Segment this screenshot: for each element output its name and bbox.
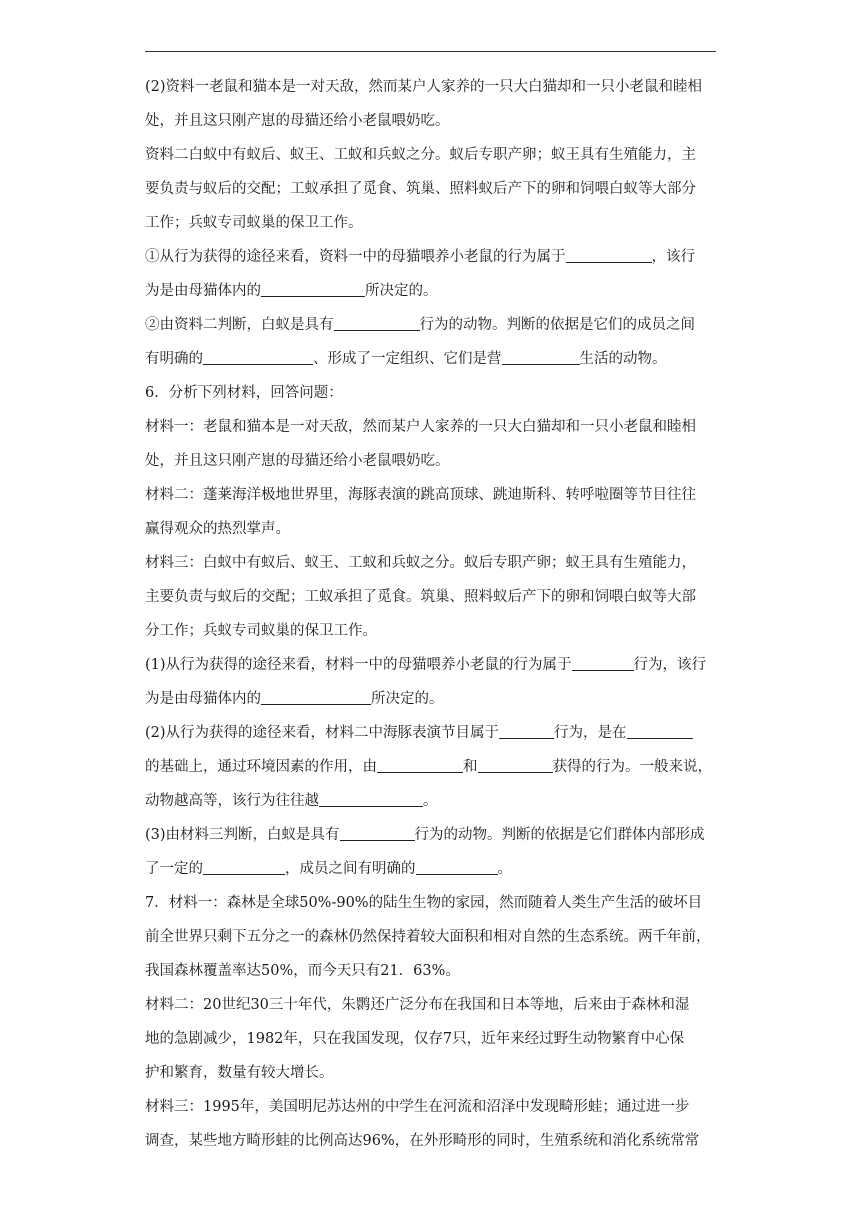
answer-blank[interactable] xyxy=(334,314,420,331)
text-line: 地的急剧减少，1982年，只在我国发现，仅存7只，近年来经过野生动物繁育中心保 xyxy=(145,1031,685,1047)
answer-blank[interactable] xyxy=(203,858,285,875)
text-span: 行为，该行 xyxy=(633,657,707,673)
text-line: 调查，某些地方畸形蛙的比例高达96%，在外形畸形的同时，生殖系统和消化系统常常 xyxy=(145,1133,700,1149)
answer-blank[interactable] xyxy=(377,756,463,773)
text-span: 为是由母猫体内的 xyxy=(145,283,261,299)
text-line: 材料二：蓬莱海洋极地世界里，海豚表演的跳高顶球、跳迪斯科、转呼啦圈等节目往往 xyxy=(145,487,696,503)
question-7 xyxy=(145,886,720,1158)
sub-question-2 xyxy=(145,716,720,750)
text-line: 护和繁育，数量有较大增长。 xyxy=(145,1065,334,1081)
text-span: 和 xyxy=(463,759,478,775)
text-span: 了一定的 xyxy=(145,861,203,877)
text-span: 所决定的。 xyxy=(371,691,444,707)
text-span: 。 xyxy=(423,793,438,809)
question-6 xyxy=(145,376,720,886)
text-span: 行为的动物。判断的依据是它们群体内部形成 xyxy=(414,827,705,843)
text-span: 行为，是在 xyxy=(554,725,627,741)
header-rule xyxy=(145,51,716,52)
text-span: 获得的行为。一般来说， xyxy=(552,759,712,775)
sub-question-2 xyxy=(145,308,720,342)
sub-question-3 xyxy=(145,818,720,852)
text-span: 行为的动物。判断的依据是它们的成员之间 xyxy=(419,317,695,333)
answer-blank[interactable] xyxy=(566,246,652,263)
text-span: 动物越高等，该行为往往越 xyxy=(145,793,319,809)
text-line: 材料三：白蚁中有蚁后、蚁王、工蚁和兵蚁之分。蚁后专职产卵；蚁王具有生殖能力， xyxy=(145,555,696,571)
text-line: 要负责与蚁后的交配；工蚁承担了觅食、筑巢、照料蚁后产下的卵和饲喂白蚁等大部分 xyxy=(145,181,696,197)
text-line: 材料三：1995年，美国明尼苏达州的中学生在河流和沼泽中发现畸形蛙；通过进一步 xyxy=(145,1099,690,1115)
text-line: 主要负责与蚁后的交配；工蚁承担了觅食。筑巢、照料蚁后产下的卵和饲喂白蚁等大部 xyxy=(145,589,696,605)
text-span: ②由资料二判断，白蚁是具有 xyxy=(145,317,334,333)
question-title: 6．分析下列材料，回答问题： xyxy=(145,385,343,401)
answer-blank[interactable] xyxy=(499,722,554,739)
text-span: 、形成了一定组织、它们是营 xyxy=(313,351,502,367)
text-span: (3)由材料三判断，白蚁是具有 xyxy=(145,827,340,843)
answer-blank[interactable] xyxy=(203,348,313,365)
text-line: 分工作；兵蚁专司蚁巢的保卫工作。 xyxy=(145,623,377,639)
text-span: (1)从行为获得的途径来看，材料一中的母猫喂养小老鼠的行为属于 xyxy=(145,657,572,673)
text-span: ，该行 xyxy=(651,249,695,265)
text-span: ①从行为获得的途径来看，资料一中的母猫喂养小老鼠的行为属于 xyxy=(145,249,566,265)
text-span: 所决定的。 xyxy=(365,283,438,299)
text-line: 赢得观众的热烈掌声。 xyxy=(145,521,290,537)
text-line: 7．材料一：森林是全球50%-90%的陆生生物的家园，然而随着人类生产生活的破坏目 xyxy=(145,895,703,911)
answer-blank[interactable] xyxy=(627,722,693,739)
sub-question-1 xyxy=(145,648,720,682)
sub-question-2-cont xyxy=(145,750,720,784)
answer-blank[interactable] xyxy=(478,756,553,773)
answer-blank[interactable] xyxy=(572,654,634,671)
text-line: 工作；兵蚁专司蚁巢的保卫工作。 xyxy=(145,215,363,231)
text-span: (2)从行为获得的途径来看，材料二中海豚表演节目属于 xyxy=(145,725,500,741)
sub-question-1-cont xyxy=(145,682,720,716)
text-line: 材料二：20世纪30三十年代，朱鹮还广泛分布在我国和日本等地，后来由于森林和湿 xyxy=(145,997,690,1013)
text-span: 的基础上，通过环境因素的作用，由 xyxy=(145,759,377,775)
sub-question-2-cont xyxy=(145,342,720,376)
answer-blank[interactable] xyxy=(319,790,423,807)
text-span: 。 xyxy=(497,861,512,877)
text-line: 我国森林覆盖率达50%，而今天只有21．63%。 xyxy=(145,963,460,979)
text-line: 处，并且这只刚产崽的母猫还给小老鼠喂奶吃。 xyxy=(145,453,450,469)
answer-blank[interactable] xyxy=(261,688,371,705)
answer-blank[interactable] xyxy=(416,858,498,875)
text-span: 为是由母猫体内的 xyxy=(145,691,261,707)
text-line: 前全世界只剩下五分之一的森林仍然保持着较大面积和相对自然的生态系统。两千年前， xyxy=(145,929,711,945)
text-line: (2)资料一老鼠和猫本是一对天敌，然而某户人家养的一只大白猫却和一只小老鼠和睦相 xyxy=(145,79,703,95)
sub-question-1-cont xyxy=(145,274,720,308)
sub-question-3-cont xyxy=(145,852,720,886)
document-body xyxy=(145,70,720,1158)
text-span: 生活的动物。 xyxy=(579,351,667,367)
sub-question-1 xyxy=(145,240,720,274)
text-line: 资料二白蚁中有蚁后、蚁王、工蚁和兵蚁之分。蚁后专职产卵；蚁王具有生殖能力，主 xyxy=(145,147,696,163)
question-5-part-2 xyxy=(145,70,720,376)
text-span: 有明确的 xyxy=(145,351,203,367)
sub-question-2-cont xyxy=(145,784,720,818)
answer-blank[interactable] xyxy=(340,824,415,841)
text-span: ，成员之间有明确的 xyxy=(285,861,416,877)
text-line: 处，并且这只刚产崽的母猫还给小老鼠喂奶吃。 xyxy=(145,113,450,129)
answer-blank[interactable] xyxy=(502,348,580,365)
answer-blank[interactable] xyxy=(261,280,365,297)
text-line: 材料一：老鼠和猫本是一对天敌，然而某户人家养的一只大白猫却和一只小老鼠和睦相 xyxy=(145,419,696,435)
